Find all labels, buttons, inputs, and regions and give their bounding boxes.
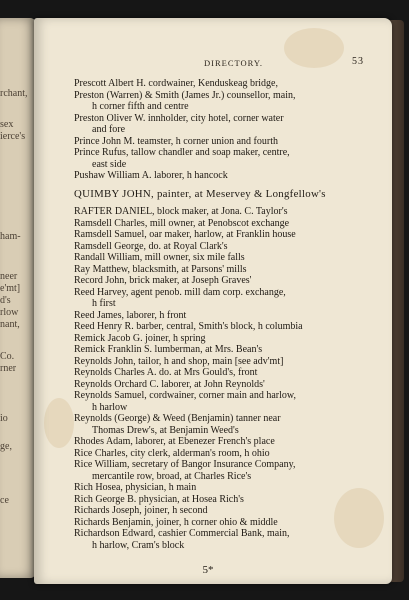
entry-line: Reynolds John, tailor, h and shop, main [see adv'mt] <box>74 355 284 367</box>
directory-entry <box>74 275 370 287</box>
directory-entry <box>74 356 370 368</box>
entry-line: Reynolds Charles A. do. at Mrs Gould's, front <box>74 367 258 378</box>
entry-line: RAFTER DANIEL, block maker, at Jona. C. Taylor's <box>74 206 288 217</box>
entry-line: Reynolds Samuel, cordwainer, corner main and harlow, <box>74 390 296 401</box>
directory-entry <box>74 310 370 322</box>
entry-continuation: east side <box>92 158 127 170</box>
directory-entry <box>74 229 370 241</box>
directory-entry <box>74 218 370 230</box>
directory-entry <box>74 78 370 90</box>
left-page-text-fragment: ce <box>0 495 9 506</box>
directory-entry <box>74 436 370 448</box>
directory-entry <box>74 413 370 436</box>
entry-line: Reynolds (George) & Weed (Benjamin) tanner near <box>74 413 281 424</box>
entry-line: Ramsdell George, do. at Royal Clark's <box>74 240 228 252</box>
entry-continuation: and fore <box>92 124 126 135</box>
left-page-text-fragment: Co. <box>0 351 15 362</box>
entry-line: Ramsdell Charles, mill owner, at Penobscot exchange <box>74 217 290 229</box>
entry-line: Reynolds Orchard C. laborer, at John Reynolds' <box>74 378 265 390</box>
directory-entry <box>74 505 370 517</box>
entry-continuation: h first <box>92 298 116 309</box>
entry-line: Ray Matthew, blacksmith, at Parsons' mills <box>74 263 247 275</box>
left-page-text-fragment: nant, <box>0 319 20 330</box>
directory-entry <box>74 333 370 345</box>
entry-line: Randall William, mill owner, six mile falls <box>74 252 245 263</box>
left-page-text-fragment: e'mt] <box>0 283 21 294</box>
left-page-text-fragment: sex <box>0 119 14 130</box>
directory-entry <box>74 344 370 356</box>
entry-line: QUIMBY JOHN, painter, at Meservey & Longfellow's <box>74 187 326 200</box>
left-page-text-fragment: rchant, <box>0 88 28 99</box>
entry-line: Pushaw William A. laborer, h hancock <box>74 170 228 181</box>
page-number: 53 <box>352 56 364 67</box>
left-page-text-fragment: neer <box>0 271 18 282</box>
directory-entry <box>74 147 370 170</box>
directory-entry <box>74 482 370 494</box>
entry-line: Rhodes Adam, laborer, at Ebenezer French's place <box>74 436 275 447</box>
left-page-edge <box>0 18 36 578</box>
entry-continuation: Thomas Drew's, at Benjamin Weed's <box>92 424 239 436</box>
paper-stain <box>44 398 74 448</box>
left-page-text-fragment: ham- <box>0 231 21 242</box>
entry-line: Prince Rufus, tallow chandler and soap maker, centre, <box>74 147 290 158</box>
directory-entry <box>74 206 370 218</box>
entry-line: Remick Jacob G. joiner, h spring <box>74 332 206 344</box>
directory-entry <box>74 264 370 276</box>
entry-continuation: h harlow, Cram's block <box>92 539 185 551</box>
entry-line: Record John, brick maker, at Joseph Graves' <box>74 275 252 286</box>
directory-entry <box>74 170 370 182</box>
directory-entry <box>74 494 370 506</box>
left-page-text-fragment: rner <box>0 363 17 374</box>
directory-entry <box>74 189 370 201</box>
entry-continuation: h harlow <box>92 401 128 413</box>
entry-line: Remick Franklin S. lumberman, at Mrs. Bean's <box>74 344 263 355</box>
entry-line: Preston Oliver W. innholder, city hotel, corner water <box>74 112 284 124</box>
entry-line: Reed Harvey, agent penob. mill dam corp. exchange, <box>74 286 286 298</box>
directory-entry <box>74 90 370 113</box>
running-title: DIRECTORY. <box>204 58 264 68</box>
entry-line: Reed Henry R. barber, central, Smith's block, h columbia <box>74 321 303 332</box>
signature-mark: 5* <box>202 564 214 576</box>
entry-line: Richards Benjamin, joiner, h corner ohio & middle <box>74 516 278 528</box>
directory-entry <box>74 113 370 136</box>
left-page-text-fragment: rlow <box>0 307 19 318</box>
left-page-text-fragment: ierce's <box>0 131 26 142</box>
entry-continuation: h corner fifth and centre <box>92 101 189 112</box>
directory-entry <box>74 528 370 551</box>
left-page-text-fragment: io <box>0 413 8 424</box>
page-footer <box>34 564 392 576</box>
entry-line: Prescott Albert H. cordwainer, Kenduskeag bridge, <box>74 78 278 89</box>
entry-line: Ramsdell Samuel, oar maker, harlow, at Franklin house <box>74 229 296 240</box>
directory-entry <box>74 448 370 460</box>
directory-entry <box>74 252 370 264</box>
entry-line: Rich George B. physician, at Hosea Rich's <box>74 493 244 505</box>
entry-continuation: mercantile row, broad, at Charles Rice's <box>92 470 252 482</box>
directory-entries <box>74 78 370 551</box>
directory-page <box>34 18 392 584</box>
paper-stain <box>284 28 344 68</box>
entry-line: Richards Joseph, joiner, h second <box>74 505 208 516</box>
directory-entry <box>74 517 370 529</box>
directory-entry <box>74 390 370 413</box>
directory-entry <box>74 379 370 391</box>
directory-entry <box>74 367 370 379</box>
directory-entry <box>74 136 370 148</box>
directory-entry <box>74 241 370 253</box>
entry-line: Reed James, laborer, h front <box>74 309 187 321</box>
entry-line: Rice Charles, city clerk, alderman's room, h ohio <box>74 447 270 459</box>
directory-entry <box>74 321 370 333</box>
entry-line: Prince John M. teamster, h corner union and fourth <box>74 135 278 147</box>
entry-line: Rice William, secretary of Bangor Insurance Company, <box>74 459 296 470</box>
entry-line: Rich Hosea, physician, h main <box>74 482 197 493</box>
left-page-text-fragment: d's <box>0 295 11 306</box>
left-page-text-fragment: ge, <box>0 441 12 452</box>
entry-line: Richardson Edward, cashier Commercial Bank, main, <box>74 528 290 539</box>
directory-entry <box>74 459 370 482</box>
entry-line: Preston (Warren) & Smith (James Jr.) counsellor, main, <box>74 89 296 101</box>
directory-entry <box>74 287 370 310</box>
